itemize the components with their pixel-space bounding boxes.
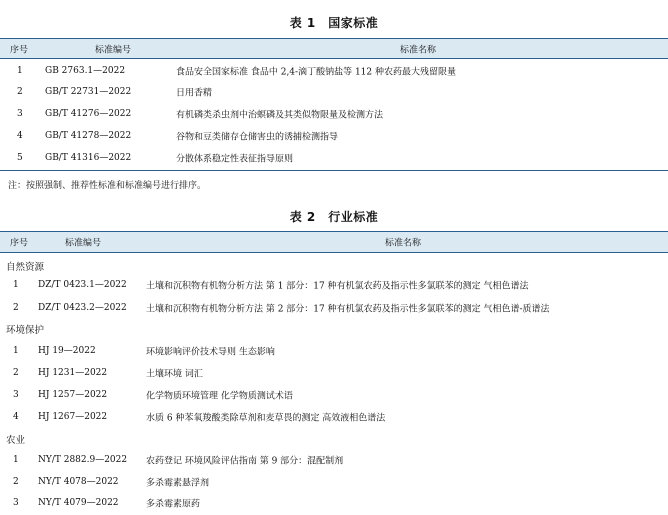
- row-no: 5: [17, 153, 23, 163]
- row-code: DZ/T 0423.1—2022: [38, 280, 127, 290]
- table1-header-no: 序号: [10, 45, 29, 55]
- row-name: 水质 6 种苯氧羧酸类除草剂和麦草畏的测定 高效液相色谱法: [146, 413, 386, 424]
- table1-header-name: 标准名称: [400, 45, 437, 55]
- table1-row: [0, 147, 668, 169]
- row-code: GB/T 22731—2022: [45, 87, 132, 97]
- row-name: 农药登记 环境风险评估指南 第 9 部分：混配制剂: [146, 456, 344, 467]
- row-code: HJ 19—2022: [38, 346, 96, 356]
- row-no: 1: [13, 346, 19, 356]
- table1-row: [0, 81, 668, 103]
- table1-row: [0, 60, 668, 82]
- table1-note: 注：按照强制、推荐性标准和标准编号进行排序。: [8, 181, 207, 191]
- category-label: 环境保护: [6, 325, 45, 336]
- table2-title: 表 2 行业标准: [289, 210, 379, 224]
- row-code: DZ/T 0423.2—2022: [38, 303, 127, 313]
- row-name: 谷物和豆类储存仓储害虫的诱捕检测指导: [176, 132, 339, 143]
- row-no: 1: [13, 455, 19, 465]
- table1-header-code: 标准编号: [95, 45, 132, 55]
- row-no: 2: [13, 368, 19, 378]
- table2-row: [0, 340, 668, 362]
- row-no: 2: [13, 477, 19, 487]
- row-code: HJ 1257—2022: [38, 390, 108, 400]
- table2-header-code: 标准编号: [65, 238, 102, 249]
- table2-header: [0, 231, 668, 253]
- row-no: 3: [17, 109, 23, 119]
- row-name: 土壤环境 词汇: [146, 369, 203, 380]
- row-name: 环境影响评价技术导则 生态影响: [146, 347, 275, 358]
- row-code: NY/T 2882.9—2022: [38, 455, 128, 465]
- row-code: HJ 1231—2022: [38, 368, 108, 378]
- category-label: 农业: [6, 435, 26, 446]
- row-name: 化学物质环境管理 化学物质测试术语: [146, 391, 293, 402]
- table2-row: [0, 274, 668, 296]
- row-no: 4: [17, 131, 23, 141]
- row-code: GB/T 41276—2022: [45, 109, 132, 119]
- table2-row: [0, 449, 668, 471]
- row-name: 食品安全国家标准 食品中 2,4-滴丁酸钠盐等 112 种农药最大残留限量: [176, 67, 456, 78]
- table2-header-no: 序号: [10, 238, 29, 249]
- table1-bottom-rule: [0, 170, 668, 171]
- category-label: 自然资源: [6, 262, 45, 273]
- table2-row: [0, 492, 668, 514]
- row-name: 日用香精: [176, 88, 213, 99]
- row-no: 3: [13, 390, 19, 400]
- row-name: 分散体系稳定性表征指导原则: [176, 154, 294, 165]
- row-code: GB/T 41316—2022: [45, 153, 132, 163]
- row-name: 土壤和沉积物有机物分析方法 第 1 部分：17 种有机氯农药及指示性多氯联苯的测定 气相色谱法: [146, 281, 529, 292]
- row-no: 2: [13, 303, 19, 313]
- row-no: 1: [17, 66, 23, 76]
- row-code: NY/T 4078—2022: [38, 477, 119, 487]
- table1-title: 表 1 国家标准: [289, 16, 379, 30]
- table1-header: [0, 38, 668, 59]
- table2-row: [0, 406, 668, 428]
- row-code: GB 2763.1—2022: [45, 66, 126, 76]
- row-name: 多杀霉素原药: [146, 499, 201, 510]
- row-no: 4: [13, 412, 19, 422]
- table2-row: [0, 384, 668, 406]
- row-no: 1: [13, 280, 19, 290]
- row-no: 3: [13, 498, 19, 508]
- row-code: GB/T 41278—2022: [45, 131, 132, 141]
- row-name: 土壤和沉积物有机物分析方法 第 2 部分：17 种有机氯农药及指示性多氯联苯的测定 气相色谱-质谱法: [146, 304, 550, 315]
- table1-row: [0, 103, 668, 125]
- row-code: HJ 1267—2022: [38, 412, 108, 422]
- row-name: 多杀霉素悬浮剂: [146, 478, 210, 489]
- row-no: 2: [17, 87, 23, 97]
- table2-row: [0, 362, 668, 384]
- table2-header-name: 标准名称: [385, 238, 422, 249]
- row-code: NY/T 4079—2022: [38, 498, 119, 508]
- table2-row: [0, 471, 668, 493]
- table2-row: [0, 297, 668, 319]
- table1-row: [0, 125, 668, 147]
- row-name: 有机磷类杀虫剂中治螟磷及其类似物限量及检测方法: [176, 110, 384, 121]
